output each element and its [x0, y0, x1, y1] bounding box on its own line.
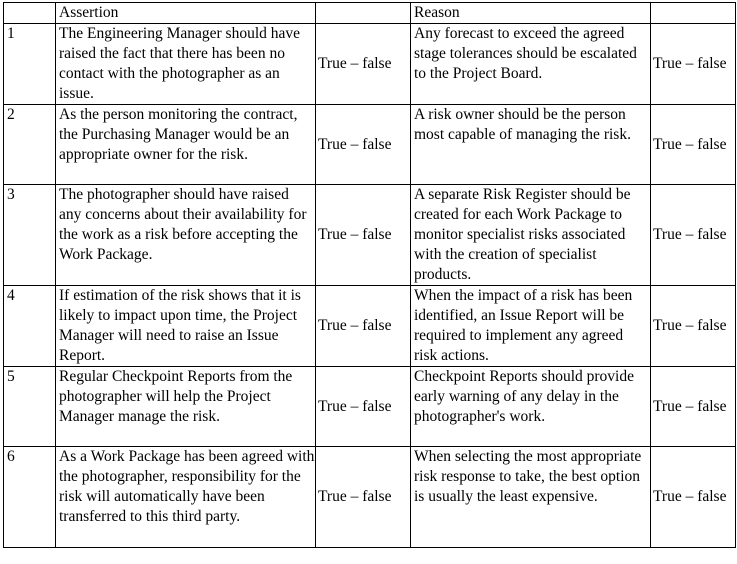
table-row — [4, 447, 736, 548]
reason-text: When the impact of a risk has been identified, an Issue Report will be required to implement any agreed risk actions. — [411, 286, 651, 367]
assertion-text: Regular Checkpoint Reports from the photographer will help the Project Manager manage the risk. — [56, 367, 316, 447]
reason-true-false: True – false — [651, 286, 736, 367]
table-row — [4, 367, 736, 447]
assertion-true-false: True – false — [316, 185, 411, 286]
assertion-true-false: True – false — [316, 105, 411, 185]
row-number: 4 — [4, 286, 56, 367]
table-row — [4, 24, 736, 105]
assertion-text: The Engineering Manager should have raised the fact that there has been no contact with the photographer as an issue. — [56, 24, 316, 105]
header-reason: Reason — [411, 3, 651, 24]
reason-text: A separate Risk Register should be created for each Work Package to monitor specialist risks associated with the creation of specialist products. — [411, 185, 651, 286]
table-row — [4, 286, 736, 367]
assertion-true-false: True – false — [316, 286, 411, 367]
assertion-true-false: True – false — [316, 447, 411, 548]
row-number: 5 — [4, 367, 56, 447]
reason-text: Any forecast to exceed the agreed stage tolerances should be escalated to the Project Board. — [411, 24, 651, 105]
row-number: 2 — [4, 105, 56, 185]
row-number: 1 — [4, 24, 56, 105]
reason-true-false: True – false — [651, 185, 736, 286]
reason-text: Checkpoint Reports should provide early warning of any delay in the photographer's work. — [411, 367, 651, 447]
assertion-text: The photographer should have raised any concerns about their availability for the work as a risk before accepting the Work Package. — [56, 185, 316, 286]
assertion-text: If estimation of the risk shows that it is likely to impact upon time, the Project Manager will need to raise an Issue Report. — [56, 286, 316, 367]
reason-text: When selecting the most appropriate risk response to take, the best option is usually the least expensive. — [411, 447, 651, 548]
row-number: 6 — [4, 447, 56, 548]
reason-true-false: True – false — [651, 24, 736, 105]
header-verdict-assertion — [316, 3, 411, 24]
header-row — [4, 3, 736, 24]
reason-true-false: True – false — [651, 447, 736, 548]
header-assertion: Assertion — [56, 3, 316, 24]
row-number: 3 — [4, 185, 56, 286]
assertion-text: As the person monitoring the contract, the Purchasing Manager would be an appropriate owner for the risk. — [56, 105, 316, 185]
assertion-text: As a Work Package has been agreed with the photographer, responsibility for the risk will automatically have been transferred to this third party. — [56, 447, 316, 548]
table-row — [4, 105, 736, 185]
table-row — [4, 185, 736, 286]
reason-text: A risk owner should be the person most capable of managing the risk. — [411, 105, 651, 185]
reason-true-false: True – false — [651, 367, 736, 447]
reason-true-false: True – false — [651, 105, 736, 185]
header-number — [4, 3, 56, 24]
header-verdict-reason — [651, 3, 736, 24]
assertion-reason-table — [3, 2, 736, 548]
assertion-true-false: True – false — [316, 367, 411, 447]
assertion-true-false: True – false — [316, 24, 411, 105]
